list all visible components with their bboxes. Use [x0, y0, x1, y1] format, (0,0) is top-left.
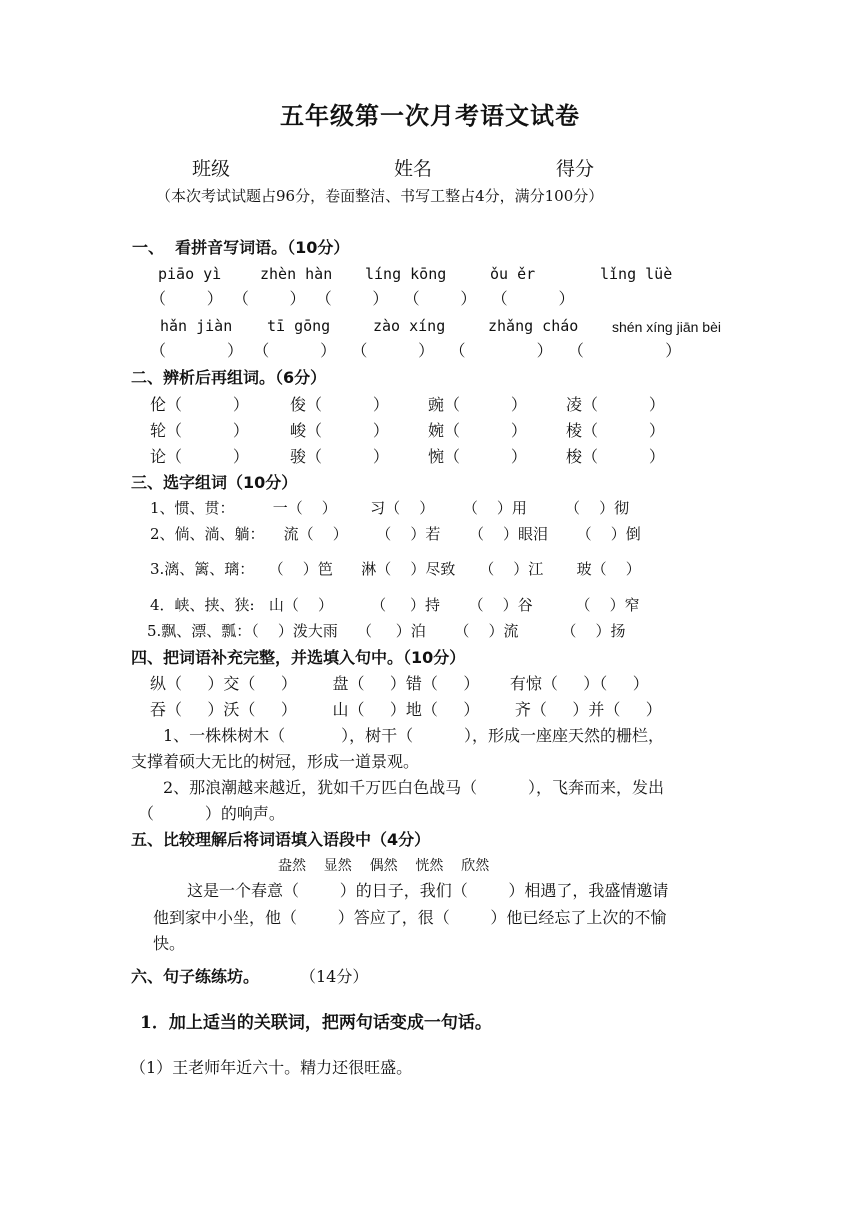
- word-group[interactable]: 俊（ ）: [290, 395, 389, 414]
- word-group[interactable]: 豌（ ）: [428, 395, 527, 414]
- pinyin-item: hǎn jiàn: [160, 317, 233, 335]
- pinyin-item: zào xíng: [373, 317, 446, 335]
- exam-note: （本次考试试题占96分，卷面整洁、书写工整占4分，满分100分）: [156, 187, 604, 205]
- idiom-line[interactable]: 吞（ ）沃（ ） 山（ ）地（ ） 齐（ ）并（ ）: [150, 700, 662, 719]
- sentence-line[interactable]: 2、那浪潮越来越近，犹如千万匹白色战马（ ），飞奔而来，发出: [163, 778, 665, 797]
- choice-line[interactable]: 1、惯、贯： 一（ ） 习（ ） （ ）用 （ ）彻: [150, 499, 630, 517]
- pinyin-item: zhèn hàn: [260, 265, 333, 283]
- choice-line[interactable]: 5.飘、漂、瓢：（ ）泼大雨 （ ）泊 （ ）流 （ ）扬: [147, 622, 626, 640]
- word-group[interactable]: 棱（ ）: [566, 421, 665, 440]
- page-title: 五年级第一次月考语文试卷: [280, 101, 580, 130]
- choice-line[interactable]: 4．峡、挟、狭: 山（ ） （ ）持 （ ）谷 （ ）窄: [150, 596, 640, 614]
- section-5-heading: 五、比较理解后将词语填入语段中（4分）: [131, 830, 431, 849]
- paragraph-line: 快。: [153, 934, 186, 953]
- word-group[interactable]: 论（ ）: [150, 447, 249, 466]
- name-label: 姓名: [394, 158, 433, 180]
- sub-question-heading: 1．加上适当的关联词，把两句话变成一句话。: [140, 1013, 492, 1033]
- section-6-heading: 六、句子练练坊。: [131, 967, 260, 986]
- section-2-heading: 二、辨析后再组词。（6分）: [131, 368, 327, 387]
- answer-blanks-row[interactable]: （ ） （ ） （ ） （ ） （ ）: [150, 341, 682, 360]
- pinyin-item: tī gōng: [267, 317, 331, 335]
- score-label: 得分: [556, 158, 595, 180]
- word-group[interactable]: 梭（ ）: [566, 447, 665, 466]
- word-group[interactable]: 骏（ ）: [290, 447, 389, 466]
- class-label: 班级: [192, 158, 231, 180]
- sentence-line[interactable]: （ ）的响声。: [138, 804, 285, 823]
- sentence-line[interactable]: 1、一株株树木（ ），树干（ ），形成一座座天然的栅栏，: [163, 726, 664, 745]
- word-group[interactable]: 凌（ ）: [566, 395, 665, 414]
- pinyin-item: ǒu ěr: [490, 265, 536, 283]
- question-line: （1）王老师年近六十。精力还很旺盛。: [130, 1058, 413, 1077]
- pinyin-item: zhǎng cháo: [488, 317, 579, 335]
- pinyin-item: piāo yì: [158, 265, 222, 283]
- section-4-heading: 四、把词语补充完整，并选填入句中。（10分）: [131, 648, 466, 667]
- pinyin-item: lǐng lüè: [600, 265, 673, 283]
- choice-line[interactable]: 2、倘、淌、躺： 流（ ） （ ）若 （ ）眼泪 （ ）倒: [150, 525, 641, 543]
- pinyin-item: shén xíng jiān bèi: [612, 319, 721, 335]
- word-group[interactable]: 峻（ ）: [290, 421, 389, 440]
- section-6-score: （14分）: [300, 967, 369, 986]
- paragraph-line[interactable]: 他到家中小坐，他（ ）答应了，很（ ）他已经忘了上次的不愉: [153, 908, 667, 927]
- word-group[interactable]: 惋（ ）: [428, 447, 527, 466]
- section-3-heading: 三、选字组词（10分）: [131, 473, 298, 492]
- choice-line[interactable]: 3.漓、篱、璃： （ ）笆 淋（ ）尽致 （ ）江 玻（ ）: [150, 560, 641, 578]
- word-group[interactable]: 婉（ ）: [428, 421, 527, 440]
- sentence-line: 支撑着硕大无比的树冠，形成一道景观。: [131, 752, 420, 771]
- section-1-heading: 一、 看拼音写词语。（10分）: [132, 238, 350, 257]
- pinyin-item: líng kōng: [365, 265, 447, 283]
- word-group[interactable]: 伦（ ）: [150, 395, 249, 414]
- answer-blanks-row[interactable]: （ ） （ ） （ ） （ ） （ ）: [150, 289, 575, 308]
- word-bank: 盎然 显然 偶然 恍然 欣然: [278, 858, 490, 874]
- idiom-line[interactable]: 纵（ ）交（ ） 盘（ ）错（ ） 有惊（ ）（ ）: [150, 674, 649, 693]
- paragraph-line[interactable]: 这是一个春意（ ）的日子，我们（ ）相遇了，我盛情邀请: [187, 881, 669, 900]
- word-group[interactable]: 轮（ ）: [150, 421, 249, 440]
